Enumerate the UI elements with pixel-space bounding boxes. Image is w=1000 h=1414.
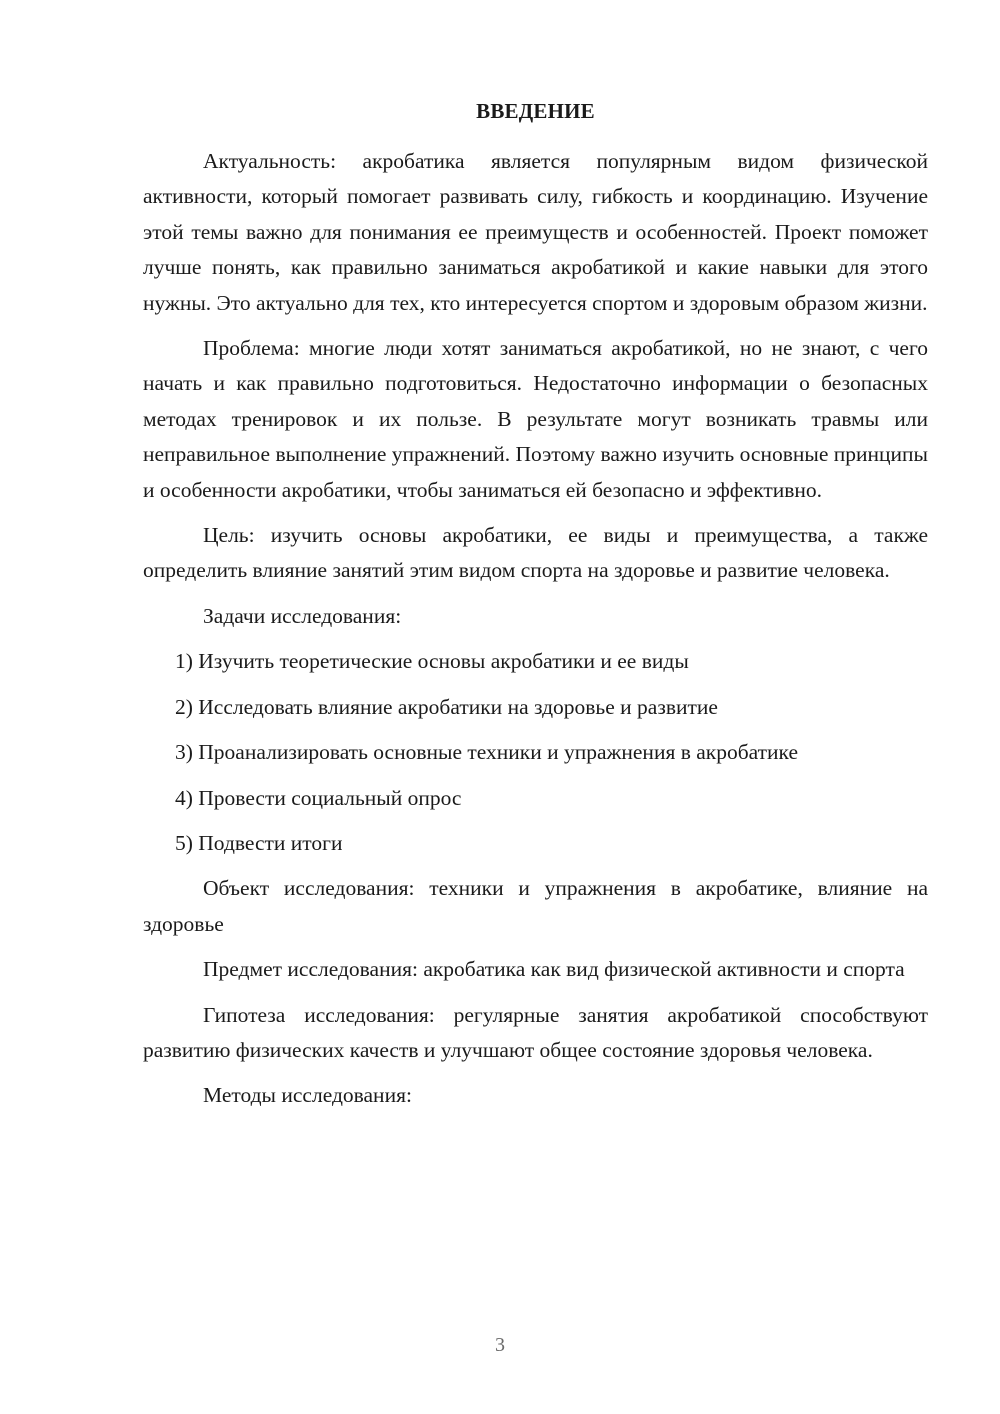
list-item: 3) Проанализировать основные техники и упражнения в акробатике: [175, 740, 799, 765]
paragraph-problem: Проблема: многие люди хотят заниматься акробатикой, но не знают, с чего начать и как правильно подготовиться. Недостаточно информации о безопасных методах тренировок и их пользе. В результате могут возникать травмы или неправильное выполнение упражнений. Поэтому важно изучить основные принципы и особенности акробатики, чтобы заниматься ей безопасно и эффективно.: [143, 336, 928, 502]
paragraph-object: Объект исследования: техники и упражнения в акробатике, влияние на здоровье: [143, 876, 928, 936]
page-number: 3: [495, 1334, 505, 1356]
body-text: [143, 144, 928, 1124]
list-item: 4) Провести социальный опрос: [175, 785, 462, 810]
paragraph-tasks-heading: Задачи исследования:: [203, 603, 402, 628]
list-item: 2) Исследовать влияние акробатики на здоровье и развитие: [175, 694, 718, 719]
paragraph-methods-heading: Методы исследования:: [203, 1083, 412, 1108]
paragraph-subject: Предмет исследования: акробатика как вид физической активности и спорта: [203, 957, 905, 982]
list-item: 1) Изучить теоретические основы акробатики и ее виды: [175, 649, 689, 674]
paragraph-hypothesis: Гипотеза исследования: регулярные занятия акробатикой способствуют развитию физических качеств и улучшают общее состояние здоровья человека.: [143, 1002, 928, 1062]
paragraph-goal: Цель: изучить основы акробатики, ее виды и преимущества, а также определить влияние занятий этим видом спорта на здоровье и развитие человека.: [143, 523, 928, 583]
list-item: 5) Подвести итоги: [175, 830, 343, 855]
tasks-list: [143, 644, 928, 861]
section-title: ВВЕДЕНИЕ: [476, 99, 595, 123]
paragraph-relevance: Актуальность: акробатика является популярным видом физической активности, который помогает развивать силу, гибкость и координацию. Изучение этой темы важно для понимания ее преимуществ и особенностей. Проект поможет лучше понять, как правильно заниматься акробатикой и какие навыки для этого нужны. Это актуально для тех, кто интересуется спортом и здоровым образом жизни.: [143, 149, 928, 315]
